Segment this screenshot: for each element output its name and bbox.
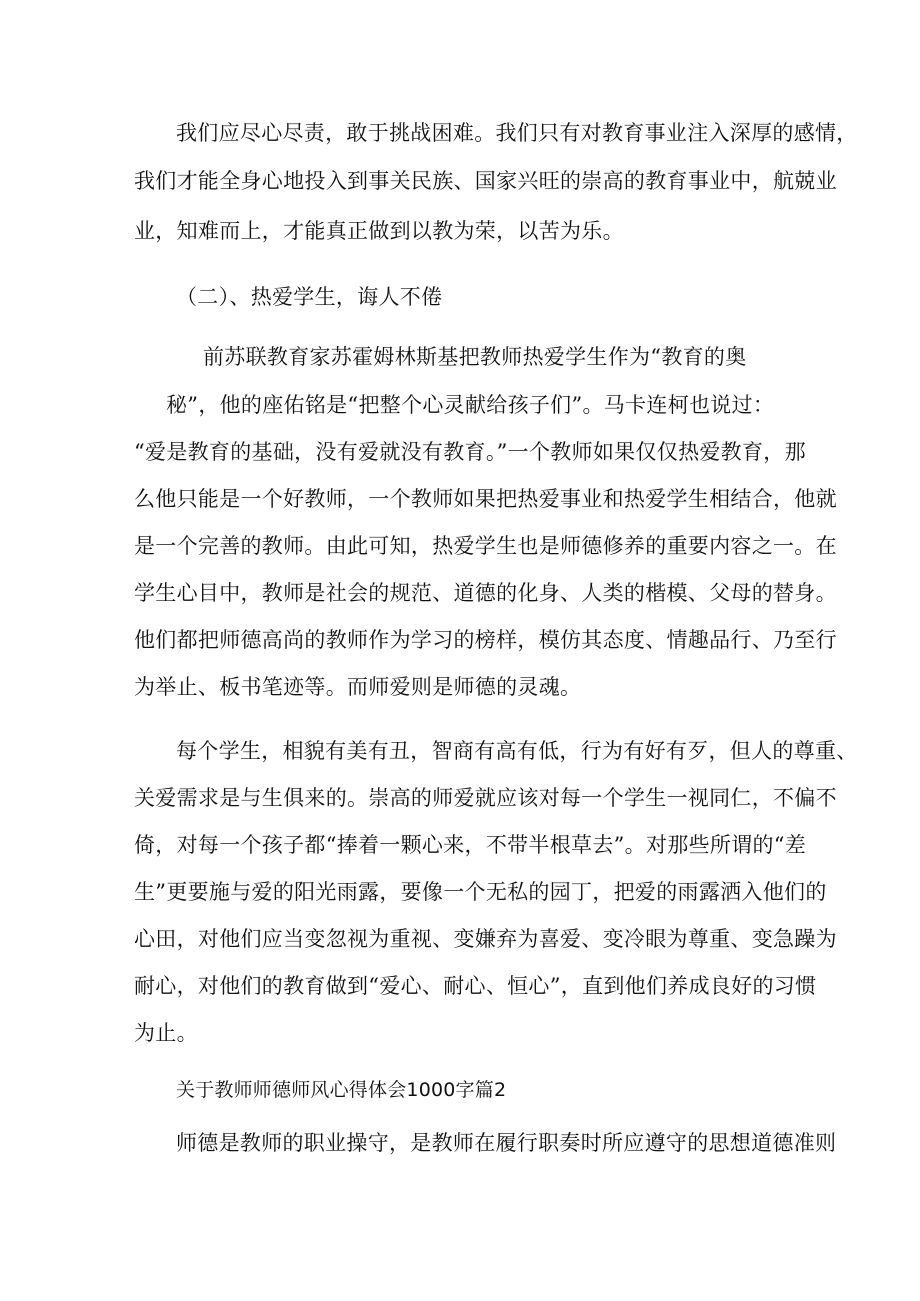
paragraph-1-line-3: 业，知难而上，才能真正做到以教为荣，以苦为乐。 <box>134 219 624 243</box>
paragraph-3-line-2: 关爱需求是与生俱来的。崇高的师爱就应该对每一个学生一视同仁，不偏不 <box>134 786 837 810</box>
paragraph-1-line-1: 我们应尽心尽责，敢于挑战困难。我们只有对教育事业注入深厚的感情， <box>176 121 858 145</box>
paragraph-2-line-6: 学生心目中，教师是社会的规范、道德的化身、人类的楷模、父母的替身。 <box>134 581 837 605</box>
article-title: 关于教师师德师风心得体会1000字篇2 <box>176 1079 507 1101</box>
paragraph-3-line-3: 倚，对每一个孩子都“捧着一颗心来，不带半根草去”。对那些所谓的“差 <box>134 833 807 857</box>
paragraph-2-line-2: 秘”，他的座佑铭是“把整个心灵献给孩子们”。马卡连柯也说过： <box>166 393 775 417</box>
paragraph-3-line-4: 生”更要施与爱的阳光雨露，要像一个无私的园丁，把爱的雨露洒入他们的 <box>134 880 827 904</box>
paragraph-4-line-1: 师德是教师的职业操守，是教师在履行职奏时所应遵守的思想道德准则 <box>176 1131 837 1155</box>
paragraph-3-line-1: 每个学生，相貌有美有丑，智商有高有低，行为有好有歹，但人的尊重、 <box>176 739 858 763</box>
paragraph-2-line-3: “爱是教育的基础，没有爱就没有教育。”一个教师如果仅仅热爱教育，那 <box>134 440 806 464</box>
paragraph-2-line-8: 为举止、板书笔迹等。而师爱则是师德的灵魂。 <box>134 675 582 699</box>
paragraph-3-line-5: 心田，对他们应当变忽视为重视、变嫌弃为喜爱、变冷眼为尊重、变急躁为 <box>134 927 837 951</box>
paragraph-2-line-7: 他们都把师德高尚的教师作为学习的榜样，模仿其态度、情趣品行、乃至行 <box>134 628 837 652</box>
section-heading: （二）、热爱学生，诲人不倦 <box>176 285 443 309</box>
paragraph-1-line-2: 我们才能全身心地投入到事关民族、国家兴旺的崇高的教育事业中，航兢业 <box>134 169 837 193</box>
paragraph-3-line-7: 为止。 <box>134 1021 198 1045</box>
paragraph-2-line-4: 么他只能是一个好教师，一个教师如果把热爱事业和热爱学生相结合，他就 <box>134 487 837 511</box>
paragraph-2-line-5: 是一个完善的教师。由此可知，热爱学生也是师德修养的重要内容之一。在 <box>134 534 837 558</box>
paragraph-2-line-1: 前苏联教育家苏霍姆林斯基把教师热爱学生作为“教育的奥 <box>203 345 747 369</box>
paragraph-3-line-6: 耐心，对他们的教育做到“爱心、耐心、恒心”，直到他们养成良好的习惯 <box>134 974 817 998</box>
